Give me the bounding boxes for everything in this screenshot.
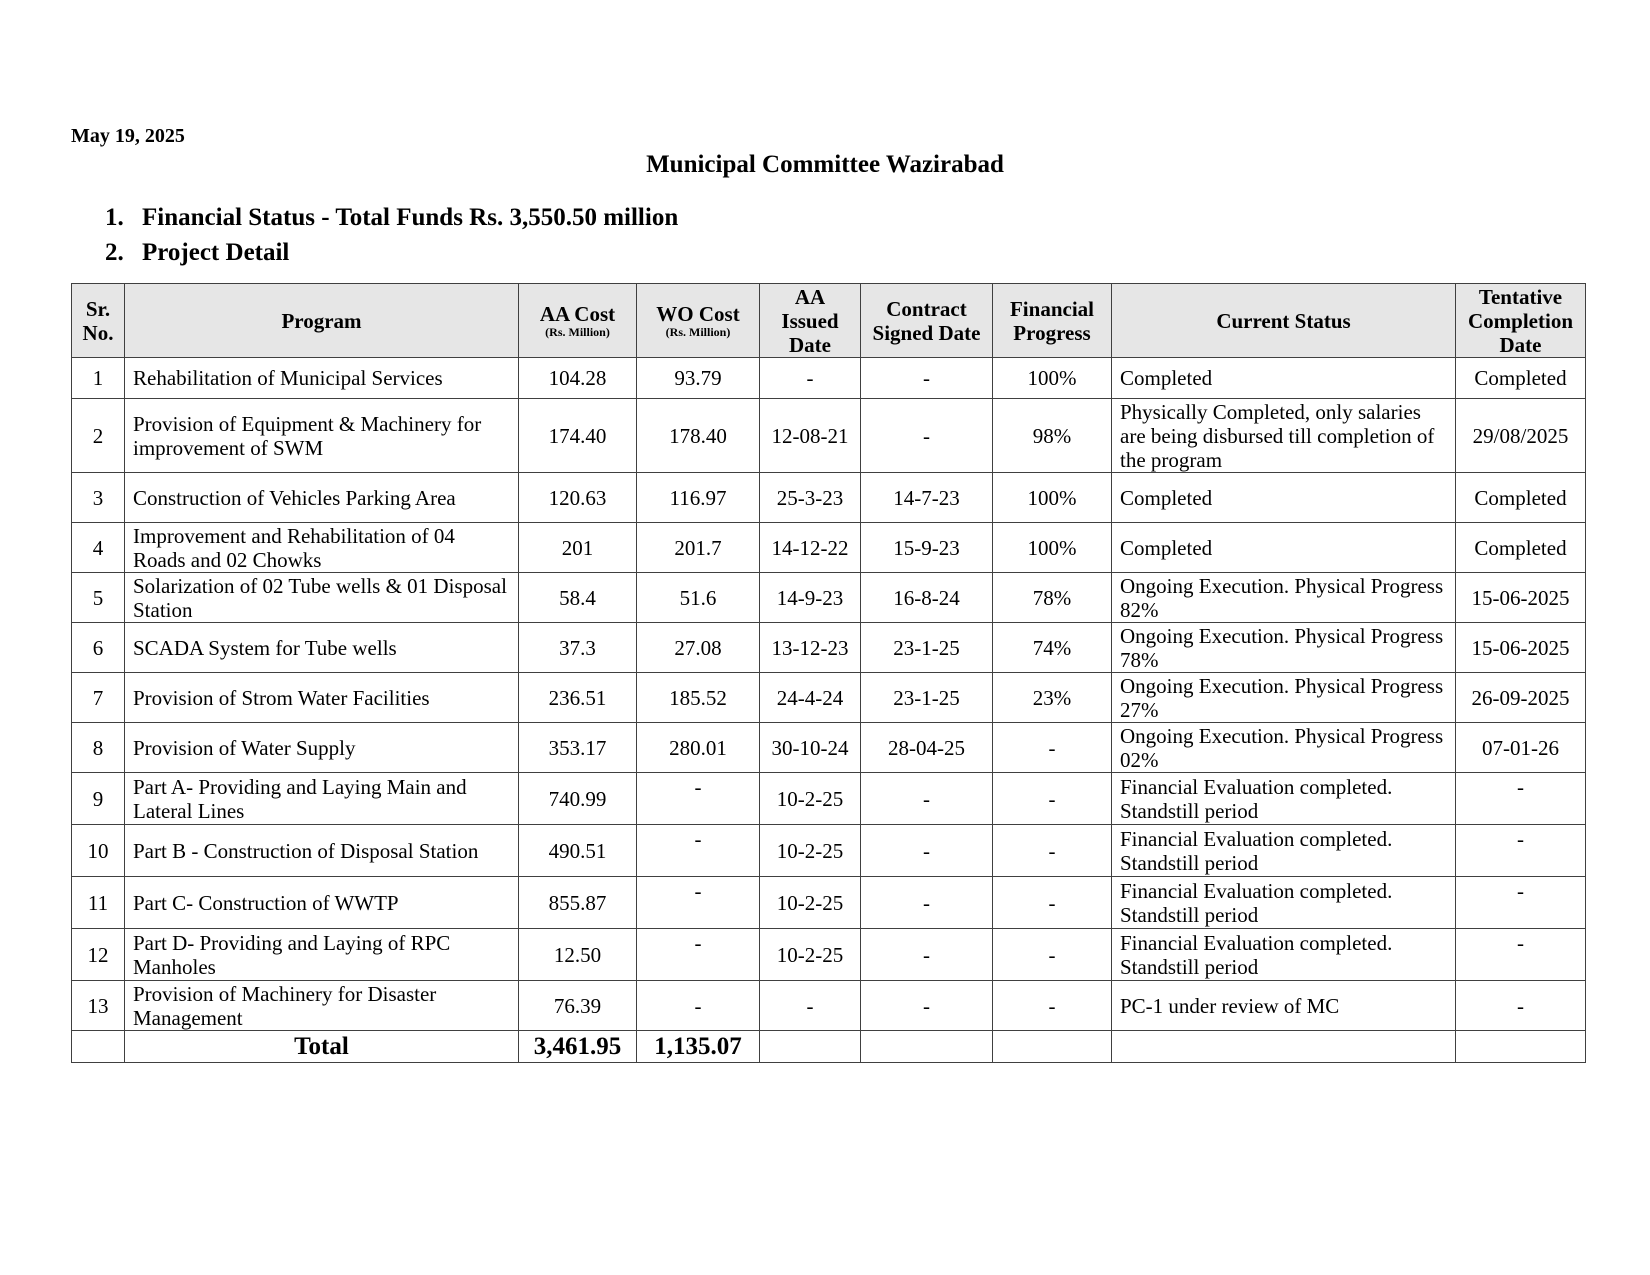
cell-contract-signed-date: - [861,877,993,929]
cell-total-empty [861,1031,993,1063]
cell-financial-progress: 78% [993,573,1112,623]
cell-wo-cost: 116.97 [637,473,760,523]
cell-tentative-completion-date: - [1456,929,1586,981]
cell-tentative-completion-date: 26-09-2025 [1456,673,1586,723]
cell-aa-issued-date: 14-12-22 [760,523,861,573]
cell-wo-cost: 280.01 [637,723,760,773]
header-wo-cost-unit: (Rs. Million) [665,325,731,339]
cell-aa-cost: 855.87 [519,877,637,929]
cell-current-status: Financial Evaluation completed. Standstill period [1112,929,1456,981]
header-current-status: Current Status [1112,284,1456,358]
cell-current-status: PC-1 under review of MC [1112,981,1456,1031]
cell-current-status: Ongoing Execution. Physical Progress 78% [1112,623,1456,673]
header-aa-cost-unit: (Rs. Million) [545,325,610,339]
cell-aa-issued-date: 10-2-25 [760,825,861,877]
cell-aa-issued-date: 24-4-24 [760,673,861,723]
table-row [72,473,1586,523]
cell-program: Part C- Construction of WWTP [125,877,519,929]
cell-program: Provision of Equipment & Machinery for improvement of SWM [125,399,519,473]
header-aa-cost-label: AA Cost [539,302,616,326]
cell-aa-issued-date: 10-2-25 [760,929,861,981]
cell-tentative-completion-date: 15-06-2025 [1456,573,1586,623]
cell-aa-issued-date: - [760,358,861,399]
cell-contract-signed-date: - [861,825,993,877]
cell-tentative-completion-date: - [1456,877,1586,929]
cell-contract-signed-date: - [861,399,993,473]
cell-sr-no: 7 [72,673,125,723]
cell-financial-progress: 98% [993,399,1112,473]
cell-total-empty [760,1031,861,1063]
cell-current-status: Ongoing Execution. Physical Progress 82% [1112,573,1456,623]
cell-aa-issued-date: - [760,981,861,1031]
cell-contract-signed-date: 15-9-23 [861,523,993,573]
header-wo-cost [637,284,760,358]
cell-aa-cost: 201 [519,523,637,573]
header-program: Program [125,284,519,358]
cell-contract-signed-date: 23-1-25 [861,673,993,723]
cell-tentative-completion-date: - [1456,981,1586,1031]
table-row [72,358,1586,399]
cell-sr-no: 13 [72,981,125,1031]
cell-aa-issued-date: 30-10-24 [760,723,861,773]
table-row [72,523,1586,573]
cell-wo-cost: - [637,825,760,877]
heading-number: 1. [105,204,124,231]
header-sr-no: Sr. No. [72,284,125,358]
cell-contract-signed-date: - [861,981,993,1031]
table-row [72,673,1586,723]
cell-sr-no: 9 [72,773,125,825]
cell-sr-no: 3 [72,473,125,523]
document-title: Municipal Committee Wazirabad [646,151,1004,178]
heading-number: 2. [105,239,124,266]
cell-aa-cost: 740.99 [519,773,637,825]
cell-sr-no: 8 [72,723,125,773]
table-row [72,623,1586,673]
cell-program: Part D- Providing and Laying of RPC Manholes [125,929,519,981]
cell-sr-no: 5 [72,573,125,623]
heading-text: Financial Status - Total Funds Rs. 3,550.50 million [142,204,679,231]
cell-wo-cost: 201.7 [637,523,760,573]
cell-aa-cost: 490.51 [519,825,637,877]
cell-program: Provision of Water Supply [125,723,519,773]
cell-wo-cost: 185.52 [637,673,760,723]
cell-program: Improvement and Rehabilitation of 04 Roads and 02 Chowks [125,523,519,573]
cell-tentative-completion-date: 07-01-26 [1456,723,1586,773]
table-row [72,723,1586,773]
cell-tentative-completion-date: Completed [1456,473,1586,523]
cell-aa-cost: 58.4 [519,573,637,623]
cell-wo-cost: - [637,877,760,929]
cell-financial-progress: - [993,929,1112,981]
cell-wo-cost: - [637,929,760,981]
cell-current-status: Completed [1112,358,1456,399]
header-financial-progress: Financial Progress [993,284,1112,358]
cell-financial-progress: - [993,877,1112,929]
cell-aa-cost: 236.51 [519,673,637,723]
cell-financial-progress: - [993,825,1112,877]
cell-tentative-completion-date: Completed [1456,358,1586,399]
cell-contract-signed-date: - [861,358,993,399]
cell-current-status: Financial Evaluation completed. Standstill period [1112,825,1456,877]
table-row [72,877,1586,929]
cell-financial-progress: 100% [993,473,1112,523]
cell-total-empty [72,1031,125,1063]
cell-current-status: Completed [1112,473,1456,523]
cell-aa-cost: 120.63 [519,473,637,523]
cell-total-aa-cost: 3,461.95 [519,1031,637,1063]
cell-sr-no: 12 [72,929,125,981]
cell-financial-progress: - [993,773,1112,825]
cell-aa-issued-date: 25-3-23 [760,473,861,523]
header-tentative-completion-date: Tentative Completion Date [1456,284,1586,358]
cell-total-empty [993,1031,1112,1063]
cell-financial-progress: 100% [993,523,1112,573]
cell-tentative-completion-date: 15-06-2025 [1456,623,1586,673]
header-aa-cost [519,284,637,358]
heading-project-detail [105,235,678,270]
table-header-row [72,284,1586,358]
table-row [72,981,1586,1031]
cell-wo-cost: - [637,773,760,825]
table-row [72,825,1586,877]
cell-contract-signed-date: 14-7-23 [861,473,993,523]
cell-wo-cost: 178.40 [637,399,760,473]
cell-aa-cost: 12.50 [519,929,637,981]
cell-total-empty [1456,1031,1586,1063]
heading-financial-status [105,200,678,235]
cell-current-status: Ongoing Execution. Physical Progress 27% [1112,673,1456,723]
table-row [72,929,1586,981]
cell-aa-issued-date: 13-12-23 [760,623,861,673]
cell-program: Rehabilitation of Municipal Services [125,358,519,399]
cell-contract-signed-date: - [861,929,993,981]
cell-program: SCADA System for Tube wells [125,623,519,673]
table-body [72,358,1586,1063]
document-date: May 19, 2025 [71,125,185,147]
cell-contract-signed-date: - [861,773,993,825]
cell-program: Construction of Vehicles Parking Area [125,473,519,523]
cell-aa-issued-date: 10-2-25 [760,877,861,929]
project-detail-table [71,283,1586,1063]
table-row [72,573,1586,623]
cell-sr-no: 10 [72,825,125,877]
cell-current-status: Completed [1112,523,1456,573]
total-row [72,1031,1586,1063]
cell-financial-progress: 74% [993,623,1112,673]
section-headings [105,200,678,270]
cell-total-label: Total [125,1031,519,1063]
cell-wo-cost: 27.08 [637,623,760,673]
cell-aa-cost: 174.40 [519,399,637,473]
table-row [72,399,1586,473]
cell-tentative-completion-date: - [1456,825,1586,877]
cell-total-wo-cost: 1,135.07 [637,1031,760,1063]
cell-tentative-completion-date: Completed [1456,523,1586,573]
cell-current-status: Financial Evaluation completed. Standstill period [1112,877,1456,929]
cell-contract-signed-date: 28-04-25 [861,723,993,773]
cell-program: Part B - Construction of Disposal Station [125,825,519,877]
cell-aa-issued-date: 14-9-23 [760,573,861,623]
cell-sr-no: 4 [72,523,125,573]
cell-current-status: Ongoing Execution. Physical Progress 02% [1112,723,1456,773]
cell-aa-cost: 37.3 [519,623,637,673]
cell-current-status: Physically Completed, only salaries are being disbursed till completion of the program [1112,399,1456,473]
cell-sr-no: 6 [72,623,125,673]
header-aa-issued-date: AA Issued Date [760,284,861,358]
cell-aa-issued-date: 12-08-21 [760,399,861,473]
cell-program: Provision of Strom Water Facilities [125,673,519,723]
cell-wo-cost: 51.6 [637,573,760,623]
cell-program: Provision of Machinery for Disaster Management [125,981,519,1031]
cell-financial-progress: - [993,981,1112,1031]
cell-wo-cost: - [637,981,760,1031]
cell-aa-cost: 76.39 [519,981,637,1031]
cell-contract-signed-date: 16-8-24 [861,573,993,623]
cell-current-status: Financial Evaluation completed. Standstill period [1112,773,1456,825]
cell-tentative-completion-date: 29/08/2025 [1456,399,1586,473]
header-contract-signed-date: Contract Signed Date [861,284,993,358]
cell-sr-no: 11 [72,877,125,929]
cell-aa-issued-date: 10-2-25 [760,773,861,825]
header-wo-cost-label: WO Cost [656,302,740,326]
cell-financial-progress: - [993,723,1112,773]
cell-aa-cost: 104.28 [519,358,637,399]
cell-sr-no: 2 [72,399,125,473]
table-row [72,773,1586,825]
cell-tentative-completion-date: - [1456,773,1586,825]
cell-aa-cost: 353.17 [519,723,637,773]
cell-total-empty [1112,1031,1456,1063]
cell-wo-cost: 93.79 [637,358,760,399]
cell-program: Part A- Providing and Laying Main and Lateral Lines [125,773,519,825]
cell-financial-progress: 23% [993,673,1112,723]
heading-text: Project Detail [142,239,290,266]
cell-program: Solarization of 02 Tube wells & 01 Disposal Station [125,573,519,623]
cell-contract-signed-date: 23-1-25 [861,623,993,673]
cell-sr-no: 1 [72,358,125,399]
cell-financial-progress: 100% [993,358,1112,399]
